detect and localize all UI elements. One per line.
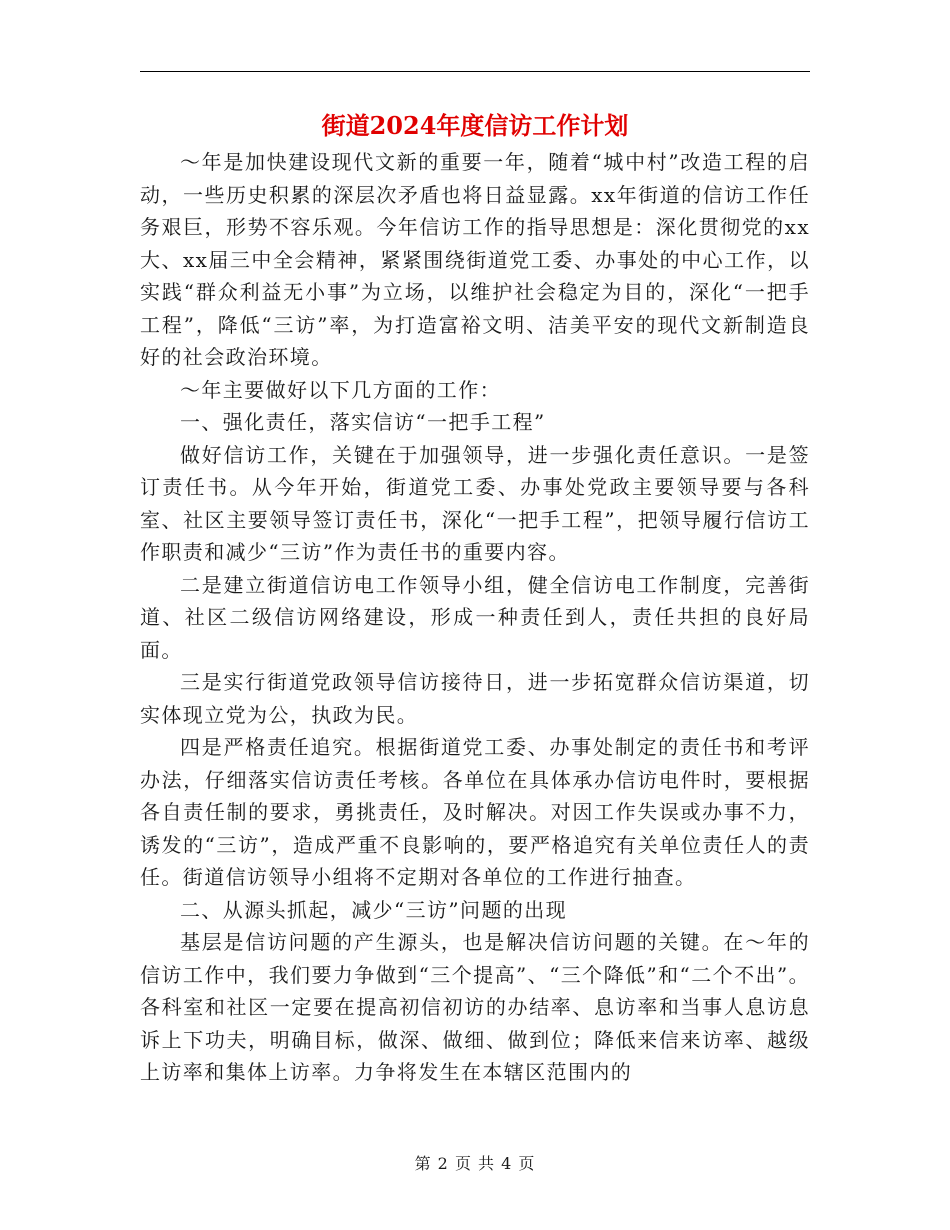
document-page [140, 0, 810, 1230]
header-rule [140, 71, 810, 72]
page-footer: 第 2 页 共 4 页 [414, 1154, 536, 1173]
page-title: 街道2024年度信访工作计划 [321, 111, 629, 140]
paragraph-intro: ～年是加快建设现代文新的重要一年，随着“城中村”改造工程的启动，一些历史积累的深层次矛盾也将日益显露。xx年街道的信访工作任务艰巨，形势不容乐观。今年信访工作的指导思想是：深化贯彻党的xx大、xx届三中全会精神，紧紧围绕街道党工委、办事处的中心工作，以实践“群众利益无小事”为立场，以维护社会稳定为目的，深化“一把手工程”，降低“三访”率，为打造富裕文明、洁美平安的现代文新制造良好的社会政治环境。 [140, 150, 810, 369]
section-heading-1: 一、强化责任，落实信访“一把手工程” [180, 410, 546, 434]
paragraph-overview: ～年主要做好以下几方面的工作： [180, 377, 501, 402]
paragraph: 做好信访工作，关键在于加强领导，进一步强化责任意识。一是签订责任书。从今年开始，街道党工委、办事处党政主要领导要与各科室、社区主要领导签订责任书，深化“一把手工程”，把领导履行信访工作职责和减少“三访”作为责任书的重要内容。 [140, 442, 810, 564]
paragraph: 三是实行街道党政领导信访接待日，进一步拓宽群众信访渠道，切实体现立党为公，执政为民。 [140, 670, 810, 727]
paragraph: 四是严格责任追究。根据街道党工委、办事处制定的责任书和考评办法，仔细落实信访责任考核。各单位在具体承办信访电件时，要根据各自责任制的要求，勇挑责任，及时解决。对因工作失误或办事不力，诱发的“三访”，造成严重不良影响的，要严格追究有关单位责任人的责任。街道信访领导小组将不定期对各单位的工作进行抽查。 [140, 735, 810, 889]
paragraph: 二是建立街道信访电工作领导小组，健全信访电工作制度，完善街道、社区二级信访网络建设，形成一种责任到人，责任共担的良好局面。 [140, 572, 810, 662]
document-body [140, 146, 810, 1089]
paragraph: 基层是信访问题的产生源头，也是解决信访问题的关键。在～年的信访工作中，我们要力争做到“三个提高”、“三个降低”和“二个不出”。各科室和社区一定要在提高初信初访的办结率、息访率和当事人息访息诉上下功夫，明确目标，做深、做细、做到位；降低来信来访率、越级上访率和集体上访率。力争将发生在本辖区范围内的 [140, 930, 810, 1084]
section-heading-2: 二、从源头抓起，减少“三访”问题的出现 [180, 897, 568, 922]
